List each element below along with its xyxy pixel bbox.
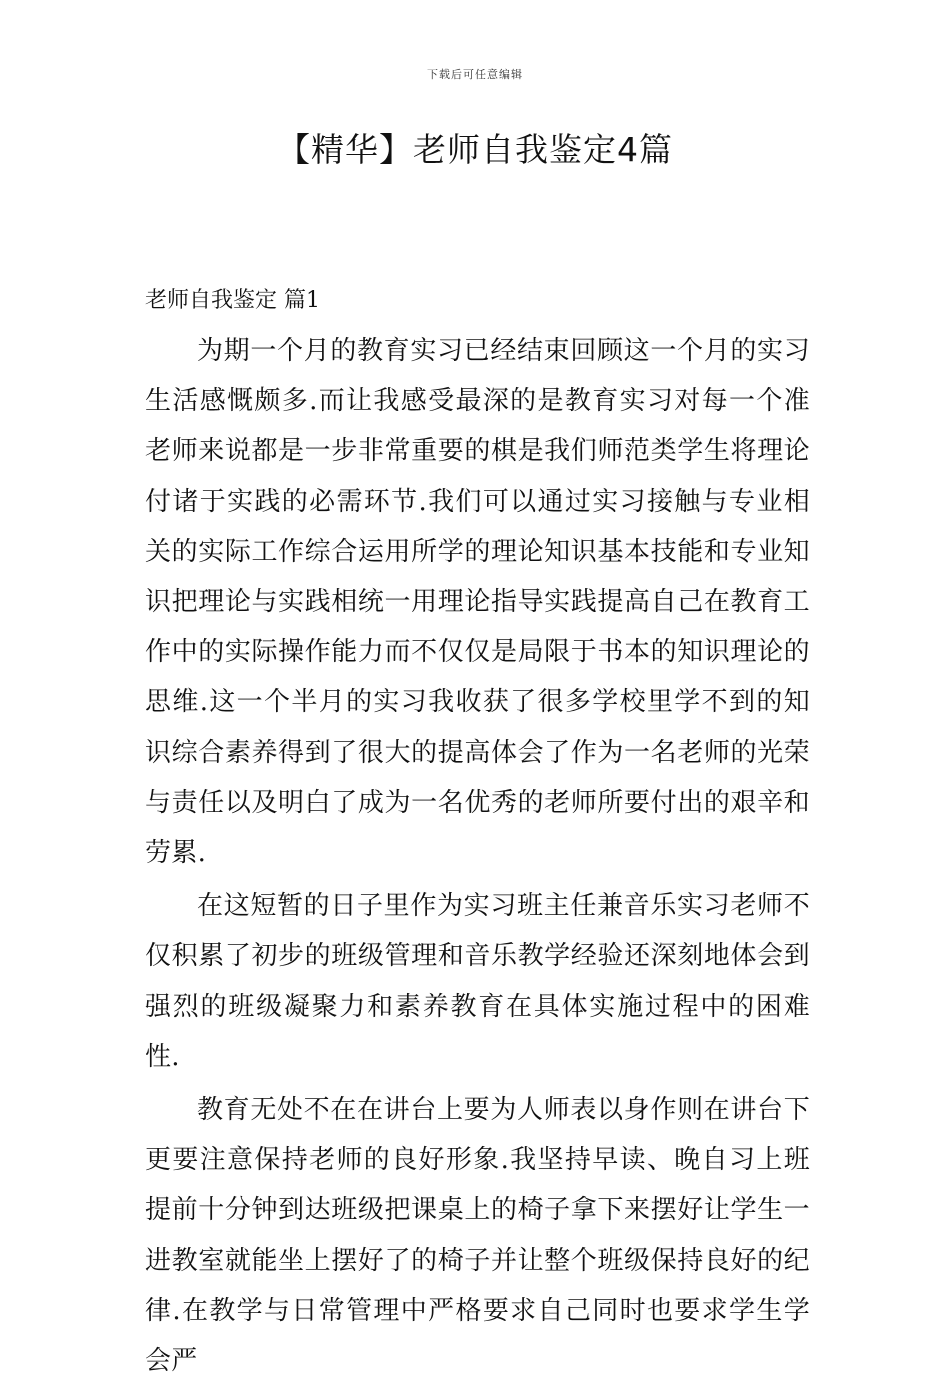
header-note: 下载后可任意编辑 (427, 68, 523, 81)
paragraph: 在这短暂的日子里作为实习班主任兼音乐实习老师不仅积累了初步的班级管理和音乐教学经验还深刻地体会到强烈的班级凝聚力和素养教育在具体实施过程中的困难性. (145, 891, 810, 1072)
section-heading: 老师自我鉴定 篇1 (145, 288, 320, 313)
body-text (145, 326, 810, 1389)
paragraph: 为期一个月的教育实习已经结束回顾这一个月的实习生活感慨颇多.而让我感受最深的是教育实习对每一个准老师来说都是一步非常重要的棋是我们师范类学生将理论付诸于实践的必需环节.我们可以通过实习接触与专业相关的实际工作综合运用所学的理论知识基本技能和专业知识把理论与实践相统一用理论指导实践提高自己在教育工作中的实际操作能力而不仅仅是局限于书本的知识理论的思维.这一个半月的实习我收获了很多学校里学不到的知识综合素养得到了很大的提高体会了作为一名老师的光荣与责任以及明白了成为一名优秀的老师所要付出的艰辛和劳累. (145, 336, 810, 869)
document-title: 【精华】老师自我鉴定4篇 (277, 130, 673, 169)
paragraph: 教育无处不在在讲台上要为人师表以身作则在讲台下更要注意保持老师的良好形象.我坚持早读、晚自习上班提前十分钟到达班级把课桌上的椅子拿下来摆好让学生一进教室就能坐上摆好了的椅子并让整个班级保持良好的纪律.在教学与日常管理中严格要求自己同时也要求学生学会严 (145, 1095, 810, 1377)
